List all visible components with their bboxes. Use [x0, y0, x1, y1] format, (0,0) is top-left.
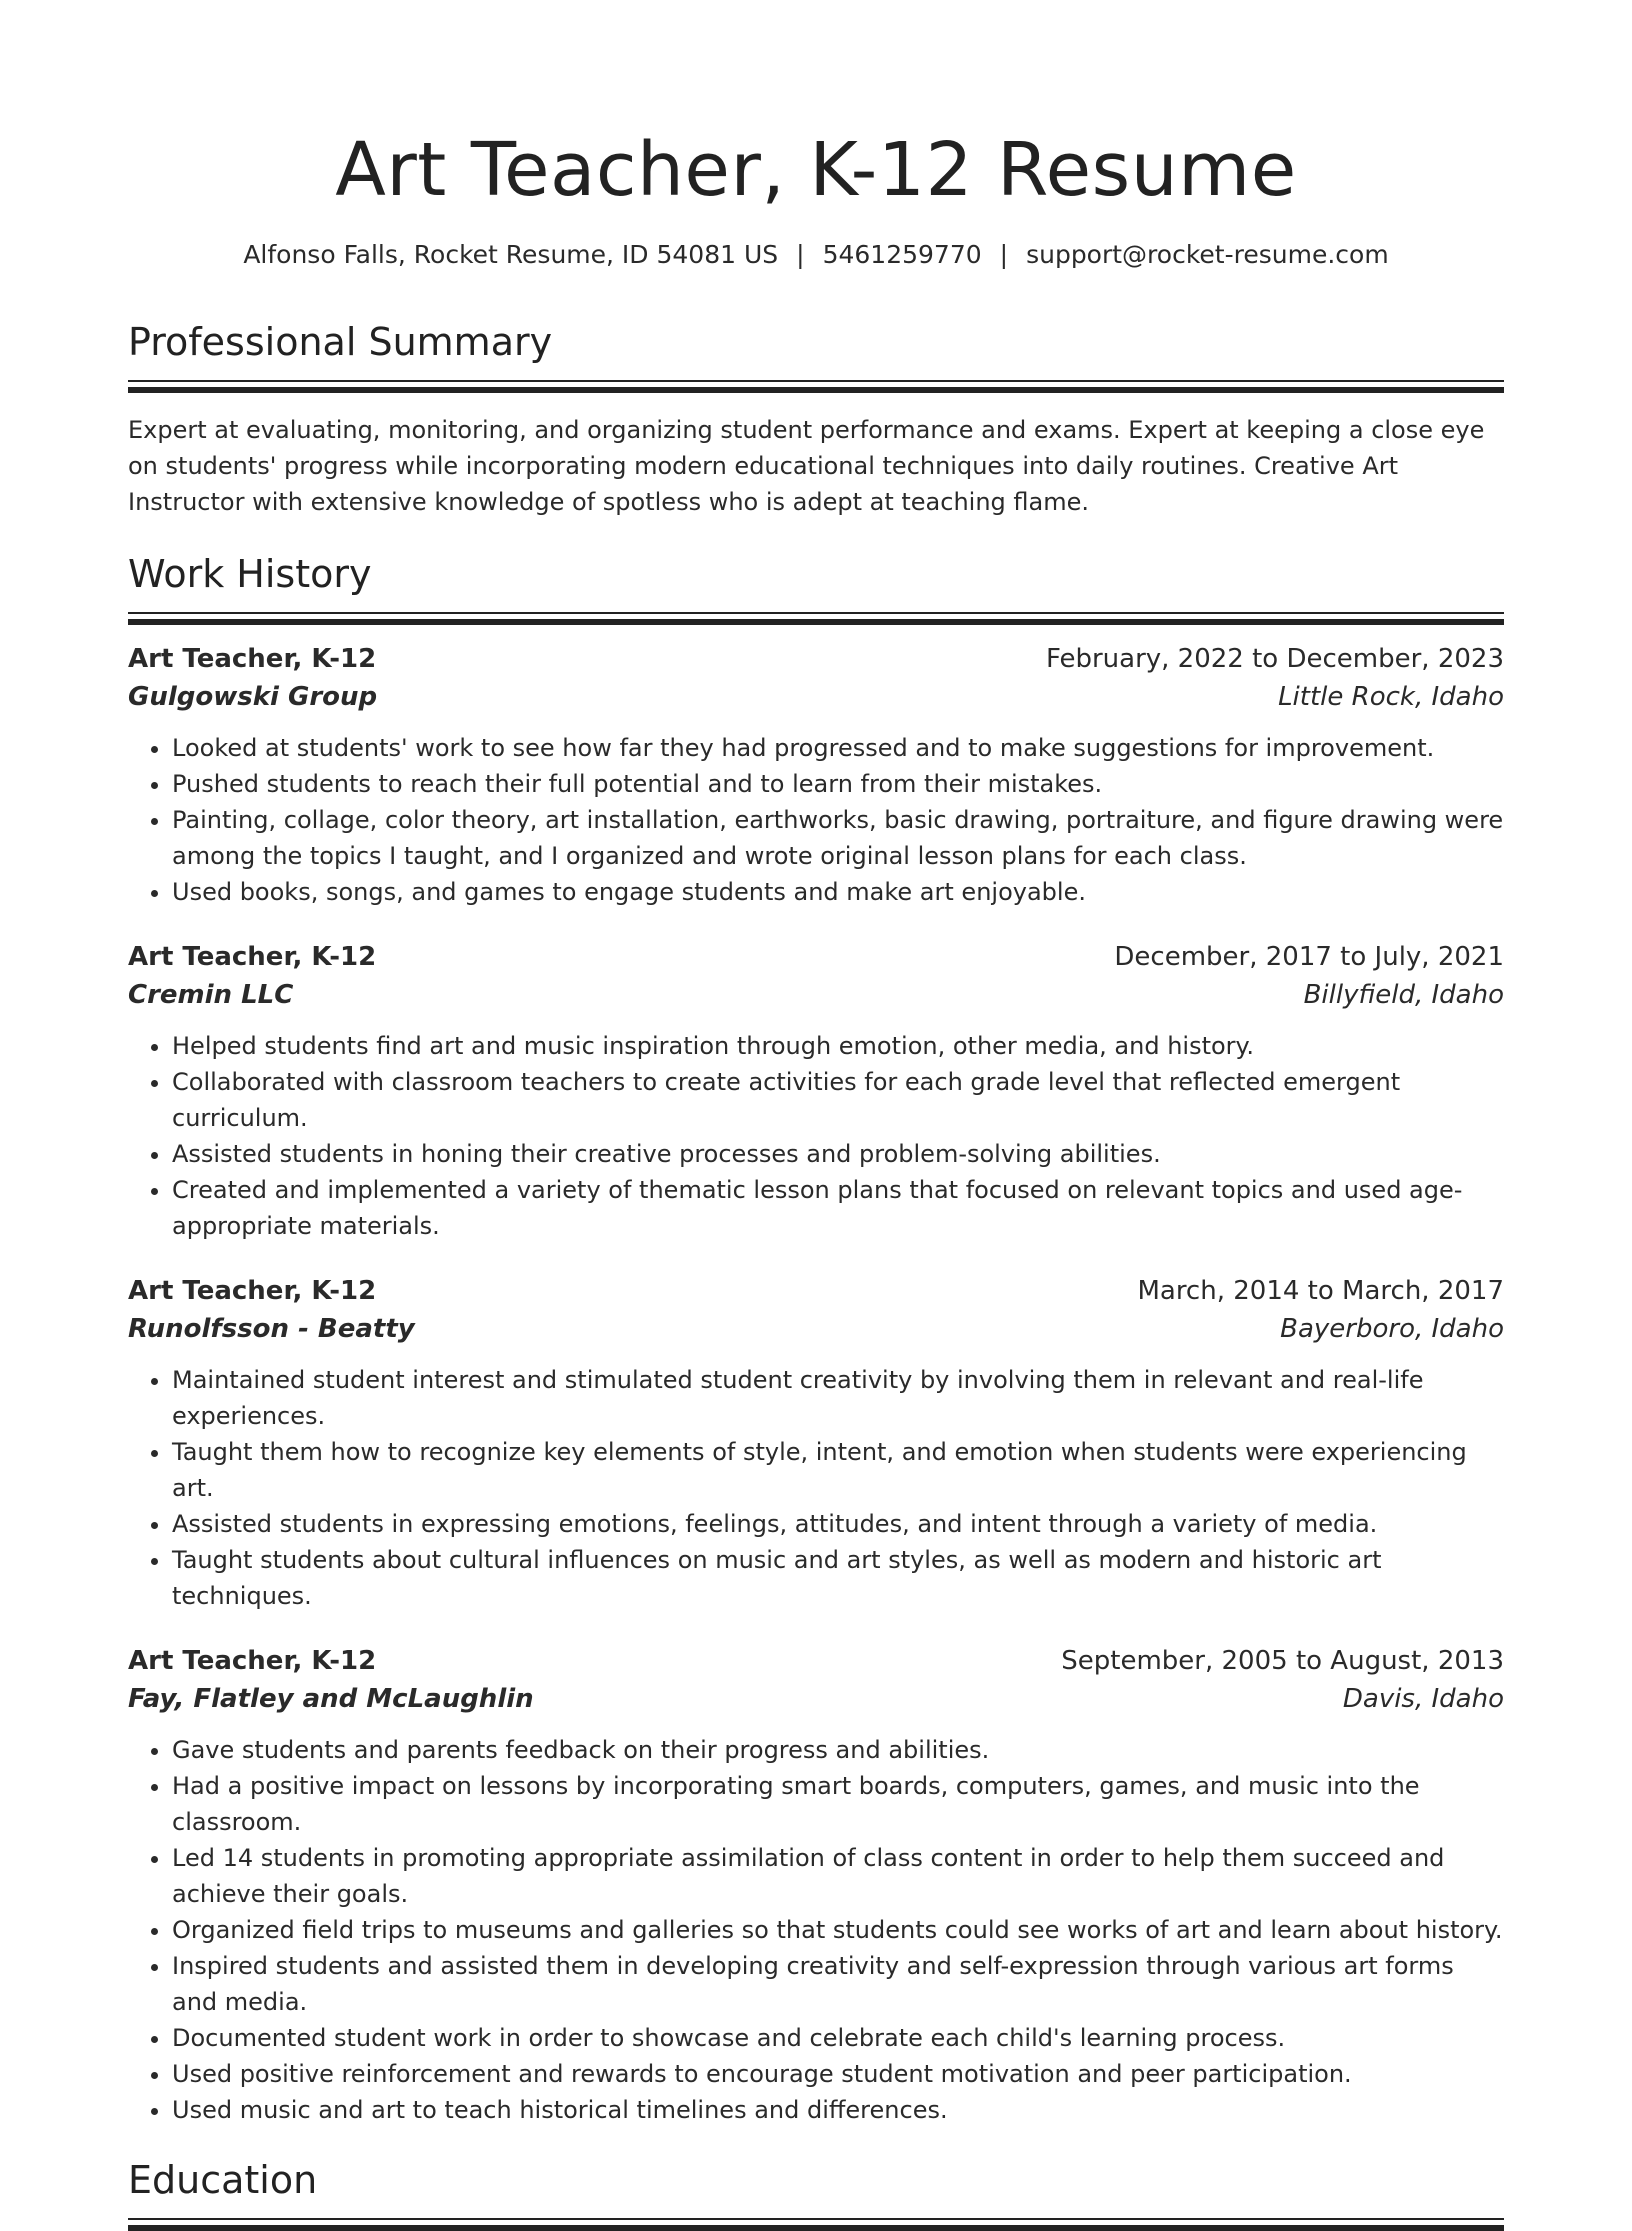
professional-summary-section	[128, 318, 1504, 520]
job-location: Davis, Idaho	[1342, 1684, 1504, 1714]
job-bullet: • Assisted students in honing their creative processes and problem-solving abilities.	[172, 1136, 1504, 1172]
job-dates: February, 2022 to December, 2023	[1045, 644, 1504, 674]
job-entry	[128, 1642, 1504, 2128]
job-bullet: • Painting, collage, color theory, art installation, earthworks, basic drawing, portraiture, and figure drawing were among the topics I taught, and I organized and wrote original lesson plans for each class.	[172, 802, 1504, 874]
job-location: Billyfield, Idaho	[1303, 980, 1504, 1010]
section-title-work: Work History	[128, 552, 372, 596]
job-dates: December, 2017 to July, 2021	[1114, 942, 1504, 972]
section-divider	[128, 612, 1504, 614]
job-bullets	[128, 1362, 1504, 1614]
job-bullet: • Inspired students and assisted them in developing creativity and self-expression through various art forms and media.	[172, 1948, 1504, 2020]
contact-phone: 5461259770	[822, 240, 982, 269]
contact-email[interactable]: support@rocket-resume.com	[1026, 240, 1389, 269]
job-bullet: • Had a positive impact on lessons by incorporating smart boards, computers, games, and music into the classroom.	[172, 1768, 1504, 1840]
resume-title: Art Teacher, K-12 Resume	[335, 127, 1297, 213]
summary-text: Expert at evaluating, monitoring, and organizing student performance and exams. Expert at keeping a close eye on students' progress while incorporating modern educational techniques into daily routines. Creative Art Instructor with extensive knowledge of spotless who is adept at teaching flame.	[128, 416, 1485, 516]
job-location: Bayerboro, Idaho	[1280, 1314, 1504, 1344]
job-title: Art Teacher, K-12	[128, 1646, 377, 1676]
job-bullet: • Used books, songs, and games to engage students and make art enjoyable.	[172, 874, 1504, 910]
job-bullet: • Taught students about cultural influences on music and art styles, as well as modern and historic art techniques.	[172, 1542, 1504, 1614]
job-bullet: • Looked at students' work to see how far they had progressed and to make suggestions for improvement.	[172, 730, 1504, 766]
job-company: Runolfsson - Beatty	[128, 1314, 415, 1344]
job-bullet: • Used positive reinforcement and rewards to encourage student motivation and peer participation.	[172, 2056, 1504, 2092]
section-divider	[128, 380, 1504, 382]
work-history-section	[128, 550, 1504, 2128]
job-company: Cremin LLC	[128, 980, 294, 1010]
job-dates: March, 2014 to March, 2017	[1137, 1276, 1504, 1306]
job-entry	[128, 1272, 1504, 1614]
job-bullet: • Used music and art to teach historical timelines and differences.	[172, 2092, 1504, 2128]
job-dates: September, 2005 to August, 2013	[1061, 1646, 1504, 1676]
job-location: Little Rock, Idaho	[1278, 682, 1504, 712]
job-company: Gulgowski Group	[128, 682, 378, 712]
job-bullets	[128, 1732, 1504, 2128]
job-list	[128, 640, 1504, 2128]
job-company: Fay, Flatley and McLaughlin	[128, 1684, 534, 1714]
education-section	[128, 2156, 1504, 2220]
job-bullets	[128, 730, 1504, 910]
job-title: Art Teacher, K-12	[128, 942, 377, 972]
section-divider	[128, 2218, 1504, 2220]
job-bullets	[128, 1028, 1504, 1244]
job-bullet: • Collaborated with classroom teachers to create activities for each grade level that reflected emergent curriculum.	[172, 1064, 1504, 1136]
job-bullet: • Maintained student interest and stimulated student creativity by involving them in relevant and real-life experiences.	[172, 1362, 1504, 1434]
job-bullet: • Created and implemented a variety of thematic lesson plans that focused on relevant topics and used age-appropriate materials.	[172, 1172, 1504, 1244]
job-bullet: • Taught them how to recognize key elements of style, intent, and emotion when students were experiencing art.	[172, 1434, 1504, 1506]
job-entry	[128, 640, 1504, 910]
job-bullet: • Assisted students in expressing emotions, feelings, attitudes, and intent through a variety of media.	[172, 1506, 1504, 1542]
job-bullet: • Pushed students to reach their full potential and to learn from their mistakes.	[172, 766, 1504, 802]
job-bullet: • Documented student work in order to showcase and celebrate each child's learning process.	[172, 2020, 1504, 2056]
job-bullet: • Led 14 students in promoting appropriate assimilation of class content in order to help them succeed and achieve their goals.	[172, 1840, 1504, 1912]
job-title: Art Teacher, K-12	[128, 1276, 377, 1306]
job-entry	[128, 938, 1504, 1244]
contact-separator: |	[999, 240, 1009, 269]
job-title: Art Teacher, K-12	[128, 644, 377, 674]
section-title-summary: Professional Summary	[128, 320, 553, 364]
job-bullet: • Organized field trips to museums and galleries so that students could see works of art and learn about history.	[172, 1912, 1504, 1948]
contact-line	[128, 238, 1504, 272]
job-bullet: • Helped students find art and music inspiration through emotion, other media, and history.	[172, 1028, 1504, 1064]
contact-address: Alfonso Falls, Rocket Resume, ID 54081 US	[243, 240, 779, 269]
contact-separator: |	[796, 240, 805, 269]
section-title-education: Education	[128, 2158, 318, 2202]
job-bullet: • Gave students and parents feedback on their progress and abilities.	[172, 1732, 1504, 1768]
